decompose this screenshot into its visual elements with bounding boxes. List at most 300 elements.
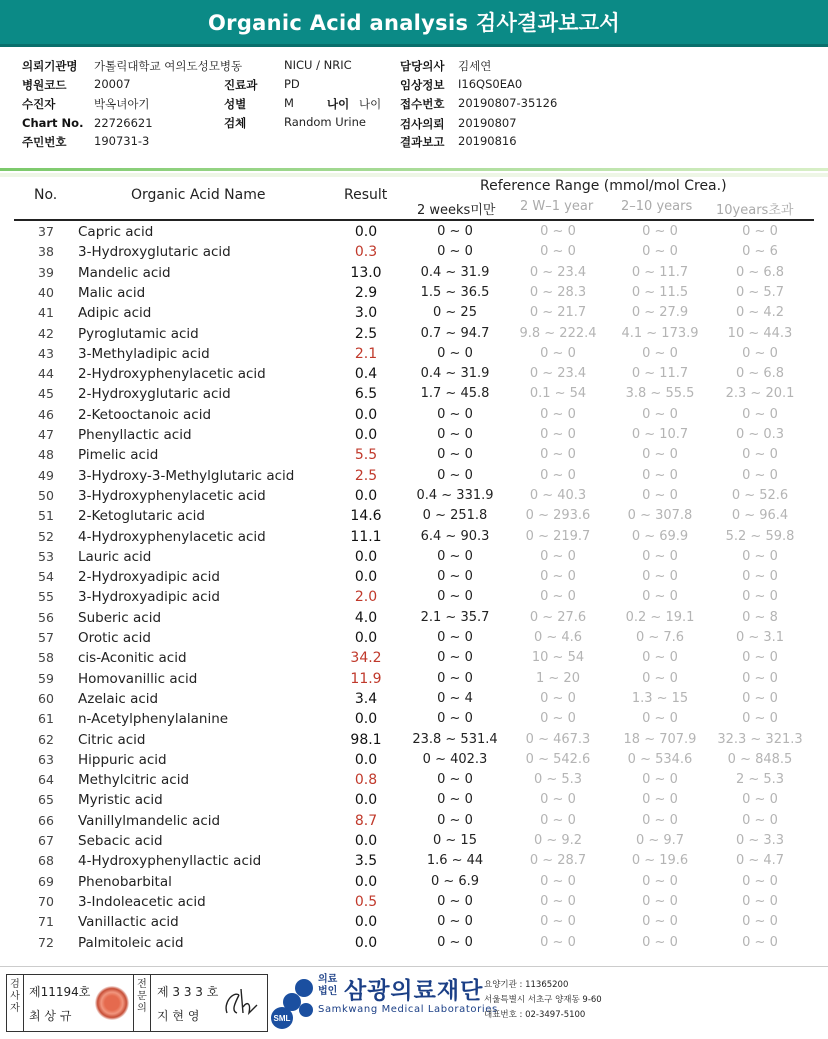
acid-name: Palmitoleic acid [78, 934, 184, 951]
result-value: 98.1 [350, 731, 382, 748]
result-value: 0.0 [354, 792, 378, 809]
ref-col-2-10y: 2–10 years [621, 199, 693, 214]
ref-range-2-10y: 0 ~ 0 [642, 406, 678, 422]
org-contact [484, 978, 602, 1023]
result-value: 3.0 [354, 305, 378, 322]
ref-range-2weeks: 0 ~ 0 [437, 772, 473, 788]
ref-range-10y-plus: 2.3 ~ 20.1 [725, 386, 795, 402]
row-number: 53 [38, 548, 54, 564]
org-english-name: Samkwang Medical Laboratories [318, 1004, 498, 1015]
specimen-label: 검체 [224, 116, 247, 130]
acid-name: Lauric acid [78, 548, 152, 565]
acid-name: Homovanillic acid [78, 670, 198, 687]
ref-range-2-10y: 0 ~ 11.7 [631, 264, 689, 280]
ref-range-2-10y: 0 ~ 0 [642, 224, 678, 239]
ref-range-2w-1y: 0 ~ 0 [540, 345, 576, 361]
ref-range-10y-plus: 0 ~ 0 [742, 447, 778, 463]
section-divider [0, 168, 828, 171]
ref-range-2-10y: 0 ~ 0 [642, 487, 678, 503]
ref-range-2weeks: 0 ~ 0 [437, 670, 473, 686]
table-row [0, 486, 828, 506]
ref-range-2w-1y: 0 ~ 40.3 [529, 487, 587, 503]
result-value: 4.0 [354, 609, 378, 626]
ref-range-2w-1y: 0 ~ 0 [540, 447, 576, 463]
ref-range-2w-1y: 0 ~ 0 [540, 224, 576, 239]
row-number: 45 [38, 386, 54, 402]
ref-range-2-10y: 0 ~ 0 [642, 569, 678, 585]
ref-range-10y-plus: 10 ~ 44.3 [727, 325, 793, 341]
ref-range-10y-plus: 0 ~ 0 [742, 711, 778, 727]
result-value: 0.0 [354, 711, 378, 728]
table-row [0, 892, 828, 912]
ref-range-2-10y: 0 ~ 0 [642, 670, 678, 686]
result-value: 11.9 [350, 670, 382, 687]
inspector-seal [95, 986, 129, 1020]
ref-range-2w-1y: 0 ~ 28.3 [529, 284, 587, 300]
result-value: 0.3 [354, 244, 378, 261]
result-value: 13.0 [350, 264, 382, 281]
result-value: 0.0 [354, 224, 378, 240]
ref-range-10y-plus: 5.2 ~ 59.8 [725, 528, 795, 544]
dept-label: 진료과 [224, 78, 258, 92]
ref-range-2-10y: 0.2 ~ 19.1 [625, 609, 695, 625]
acid-name: 3-Hydroxyadipic acid [78, 589, 220, 606]
ref-range-2-10y: 0 ~ 0 [642, 934, 678, 950]
report-date-label: 결과보고 [400, 135, 445, 149]
ref-range-2w-1y: 0.1 ~ 54 [529, 386, 587, 402]
ref-range-2weeks: 0 ~ 251.8 [422, 508, 488, 524]
acid-name: 2-Ketoglutaric acid [78, 508, 205, 525]
ref-range-2weeks: 6.4 ~ 90.3 [420, 528, 490, 544]
result-value: 3.5 [354, 853, 378, 870]
row-number: 41 [38, 305, 54, 321]
acid-name: 2-Hydroxyglutaric acid [78, 386, 231, 403]
ref-range-2w-1y: 0 ~ 23.4 [529, 264, 587, 280]
acid-name: Vanillylmandelic acid [78, 812, 221, 829]
ref-range-2weeks: 1.5 ~ 36.5 [420, 284, 490, 300]
ref-range-2w-1y: 0 ~ 28.7 [529, 853, 587, 869]
signature-divider [133, 975, 134, 1031]
ref-range-2w-1y: 0 ~ 21.7 [529, 305, 587, 321]
row-number: 42 [38, 325, 54, 341]
ref-range-2w-1y: 10 ~ 54 [531, 650, 585, 666]
acid-name: Citric acid [78, 731, 146, 748]
ref-range-2w-1y: 0 ~ 0 [540, 569, 576, 585]
acid-name: 2-Ketooctanoic acid [78, 406, 212, 423]
report-title-banner [0, 0, 828, 47]
ref-range-2-10y: 0 ~ 307.8 [627, 508, 693, 524]
ref-range-10y-plus: 0 ~ 0 [742, 812, 778, 828]
ref-range-2weeks: 0 ~ 0 [437, 792, 473, 808]
result-value: 2.5 [354, 325, 378, 342]
ref-range-2w-1y: 0 ~ 219.7 [525, 528, 591, 544]
table-row [0, 242, 828, 262]
ref-range-2-10y: 0 ~ 0 [642, 548, 678, 564]
ref-range-2-10y: 0 ~ 0 [642, 467, 678, 483]
ref-range-2-10y: 0 ~ 10.7 [631, 427, 689, 442]
specialist-license: 제 3 3 3 호 [157, 985, 219, 999]
col-ref-header: Reference Range (mmol/mol Crea.) [480, 178, 727, 194]
ref-range-2weeks: 0 ~ 0 [437, 467, 473, 483]
acid-name: n-Acetylphenylalanine [78, 711, 229, 728]
acid-name: Mandelic acid [78, 264, 171, 281]
row-number: 55 [38, 589, 54, 605]
org-address: 서울특별시 서초구 양재동 9-60 [484, 995, 602, 1005]
result-value: 0.0 [354, 751, 378, 768]
ref-range-2-10y: 0 ~ 9.7 [635, 833, 685, 848]
ref-range-10y-plus: 0 ~ 0 [742, 569, 778, 585]
table-row [0, 384, 828, 404]
row-number: 54 [38, 569, 54, 585]
row-number: 65 [38, 792, 54, 808]
acid-name: Adipic acid [78, 305, 152, 322]
ref-range-2-10y: 0 ~ 7.6 [635, 630, 685, 645]
table-row [0, 608, 828, 628]
footer-rule [0, 966, 828, 967]
ref-range-2weeks: 0 ~ 0 [437, 447, 473, 463]
ref-range-10y-plus: 2 ~ 5.3 [735, 772, 785, 788]
ref-range-2-10y: 0 ~ 19.6 [631, 853, 689, 869]
ref-range-2w-1y: 0 ~ 23.4 [529, 366, 587, 382]
acid-name: Capric acid [78, 224, 154, 240]
ref-range-2w-1y: 0 ~ 0 [540, 589, 576, 605]
chart-no-label: Chart No. [22, 116, 84, 130]
result-value: 0.5 [354, 893, 378, 910]
dept-value: PD [284, 77, 300, 91]
row-number: 57 [38, 630, 54, 645]
result-value: 0.0 [354, 914, 378, 931]
row-number: 62 [38, 731, 54, 747]
institution-value: 가톨릭대학교 여의도성모병동 [94, 59, 243, 73]
acid-name: Malic acid [78, 284, 146, 301]
ref-range-2-10y: 0 ~ 0 [642, 650, 678, 666]
ref-range-10y-plus: 0 ~ 8 [742, 609, 778, 625]
acid-name: 3-Hydroxyglutaric acid [78, 244, 231, 261]
ref-range-10y-plus: 0 ~ 0 [742, 914, 778, 930]
ref-range-2w-1y: 0 ~ 4.6 [533, 630, 583, 645]
ref-range-2weeks: 0 ~ 0 [437, 589, 473, 605]
ref-range-2-10y: 0 ~ 11.5 [631, 284, 689, 300]
ref-range-10y-plus: 0 ~ 0 [742, 224, 778, 239]
ref-range-10y-plus: 0 ~ 0 [742, 690, 778, 706]
result-value: 2.9 [354, 284, 378, 301]
signature-divider [23, 975, 24, 1031]
ref-range-10y-plus: 0 ~ 6 [742, 244, 778, 260]
ref-range-2w-1y: 0 ~ 0 [540, 873, 576, 889]
hospital-code-label: 병원코드 [22, 78, 67, 92]
ref-range-10y-plus: 0 ~ 0 [742, 670, 778, 686]
ref-range-2weeks: 0 ~ 0 [437, 914, 473, 930]
acid-name: 3-Hydroxyphenylacetic acid [78, 487, 266, 504]
ref-range-2weeks: 0.4 ~ 331.9 [416, 487, 494, 503]
specimen-value: Random Urine [284, 115, 366, 129]
acid-name: Pimelic acid [78, 447, 159, 464]
ref-range-10y-plus: 0 ~ 0 [742, 548, 778, 564]
result-value: 2.0 [354, 589, 378, 606]
row-number: 61 [38, 711, 54, 727]
ref-range-2-10y: 4.1 ~ 173.9 [621, 325, 699, 341]
report-title: Organic Acid analysis 검사결과보고서 [208, 11, 620, 35]
table-row [0, 425, 828, 445]
ref-range-2weeks: 2.1 ~ 35.7 [420, 609, 490, 625]
ref-range-10y-plus: 0 ~ 0 [742, 792, 778, 808]
result-value: 0.0 [354, 833, 378, 849]
doctor-value: 김세연 [458, 59, 492, 73]
table-row [0, 790, 828, 810]
report-footer [0, 966, 828, 1039]
inspector-name: 최 상 규 [29, 1009, 72, 1023]
patient-info-panel [22, 54, 822, 154]
ref-range-2-10y: 0 ~ 0 [642, 772, 678, 788]
ref-range-10y-plus: 0 ~ 0 [742, 934, 778, 950]
ref-range-10y-plus: 32.3 ~ 321.3 [717, 731, 803, 747]
acid-name: Suberic acid [78, 609, 162, 626]
ref-range-2weeks: 0 ~ 0 [437, 711, 473, 727]
row-number: 67 [38, 833, 54, 848]
row-number: 60 [38, 690, 54, 706]
org-code: 요양기관 : 11365200 [484, 980, 569, 990]
table-row [0, 689, 828, 709]
patient-value: 박옥녀아기 [94, 97, 150, 111]
ref-range-2-10y: 0 ~ 0 [642, 711, 678, 727]
report-date-value: 20190816 [458, 134, 517, 148]
acid-name: Phenobarbital [78, 873, 172, 890]
acid-name: 4-Hydroxyphenylacetic acid [78, 528, 266, 545]
ref-range-10y-plus: 0 ~ 4.2 [735, 305, 785, 321]
ref-range-2-10y: 0 ~ 0 [642, 893, 678, 909]
acid-name: Phenyllactic acid [78, 427, 192, 443]
ref-range-2weeks: 0 ~ 0 [437, 224, 473, 239]
ref-range-10y-plus: 0 ~ 96.4 [731, 508, 789, 524]
specialist-label: 전문의 [137, 979, 147, 1014]
table-row [0, 222, 828, 242]
ref-range-2w-1y: 0 ~ 0 [540, 406, 576, 422]
ref-range-2weeks: 0 ~ 402.3 [422, 751, 488, 767]
ref-range-10y-plus: 0 ~ 0.3 [735, 427, 785, 442]
ref-range-2w-1y: 0 ~ 0 [540, 244, 576, 260]
row-number: 52 [38, 528, 54, 544]
table-row [0, 567, 828, 587]
ref-col-2w-1y: 2 W–1 year [520, 199, 594, 214]
ref-range-10y-plus: 0 ~ 0 [742, 873, 778, 889]
acid-name: 3-Hydroxy-3-Methylglutaric acid [78, 467, 295, 484]
ref-range-10y-plus: 0 ~ 0 [742, 467, 778, 483]
ref-range-2weeks: 0 ~ 0 [437, 934, 473, 950]
ref-range-2-10y: 0 ~ 11.7 [631, 366, 689, 382]
ref-range-2-10y: 18 ~ 707.9 [623, 731, 697, 747]
result-value: 0.0 [354, 487, 378, 504]
clinical-label: 임상정보 [400, 78, 445, 92]
org-prefix: 의료법인 [318, 974, 338, 997]
row-number: 70 [38, 893, 54, 909]
chart-no-value: 22726621 [94, 116, 153, 130]
ref-range-2weeks: 0 ~ 25 [433, 305, 477, 321]
table-row [0, 831, 828, 851]
table-row [0, 405, 828, 425]
org-phone: 대표번호 : 02-3497-5100 [484, 1010, 586, 1020]
table-row [0, 324, 828, 344]
ref-range-10y-plus: 0 ~ 0 [742, 589, 778, 605]
ref-range-2w-1y: 0 ~ 0 [540, 427, 576, 442]
ref-range-2weeks: 0 ~ 0 [437, 244, 473, 260]
ref-range-10y-plus: 0 ~ 0 [742, 893, 778, 909]
ref-range-2-10y: 0 ~ 69.9 [631, 528, 689, 544]
result-value: 0.8 [354, 772, 378, 789]
result-value: 0.0 [354, 406, 378, 423]
inspector-license: 제11194호 [29, 985, 91, 999]
row-number: 47 [38, 427, 54, 442]
ref-range-2w-1y: 0 ~ 0 [540, 467, 576, 483]
ref-range-2weeks: 0 ~ 0 [437, 427, 473, 442]
ref-range-2weeks: 23.8 ~ 531.4 [412, 731, 498, 747]
clinical-value: I16QS0EA0 [458, 77, 523, 91]
row-number: 39 [38, 264, 54, 280]
sex-label: 성별 [224, 97, 247, 111]
row-number: 46 [38, 406, 54, 422]
table-row [0, 506, 828, 526]
ref-range-2-10y: 3.8 ~ 55.5 [625, 386, 695, 402]
ref-range-10y-plus: 0 ~ 3.3 [735, 833, 785, 848]
ref-range-10y-plus: 0 ~ 0 [742, 345, 778, 361]
ref-range-10y-plus: 0 ~ 0 [742, 650, 778, 666]
row-number: 49 [38, 467, 54, 483]
ref-range-2w-1y: 0 ~ 27.6 [529, 609, 587, 625]
row-number: 44 [38, 366, 54, 382]
org-name: 삼광의료재단 [344, 978, 484, 1004]
ref-range-2w-1y: 0 ~ 0 [540, 548, 576, 564]
ref-range-2w-1y: 0 ~ 9.2 [533, 833, 583, 848]
row-number: 40 [38, 284, 54, 300]
specialist-name: 지 현 영 [157, 1009, 200, 1023]
result-value: 0.0 [354, 873, 378, 890]
ref-range-10y-plus: 0 ~ 848.5 [727, 751, 793, 767]
result-value: 11.1 [350, 528, 382, 545]
ref-range-2w-1y: 0 ~ 5.3 [533, 772, 583, 788]
table-row [0, 364, 828, 384]
ref-range-2weeks: 0.7 ~ 94.7 [420, 325, 490, 341]
receipt-value: 20190807-35126 [458, 96, 558, 110]
table-row [0, 466, 828, 486]
signature-box [6, 974, 268, 1032]
table-row [0, 750, 828, 770]
ref-col-10y-plus: 10years초과 [716, 203, 794, 218]
ref-range-2w-1y: 0 ~ 0 [540, 792, 576, 808]
ref-range-2weeks: 0 ~ 0 [437, 812, 473, 828]
result-value: 34.2 [350, 650, 382, 667]
ref-range-2weeks: 0 ~ 0 [437, 569, 473, 585]
ref-range-2weeks: 0 ~ 0 [437, 345, 473, 361]
col-name-header: Organic Acid Name [131, 187, 266, 203]
row-number: 56 [38, 609, 54, 625]
ref-range-2w-1y: 0 ~ 0 [540, 914, 576, 930]
result-value: 5.5 [354, 447, 378, 464]
row-number: 59 [38, 670, 54, 686]
id-label: 주민번호 [22, 135, 67, 149]
section-divider-shade [0, 173, 828, 177]
acid-name: Myristic acid [78, 792, 163, 809]
row-number: 64 [38, 772, 54, 788]
ref-range-10y-plus: 0 ~ 5.7 [735, 284, 785, 300]
col-no-header: No. [34, 187, 58, 203]
table-row [0, 587, 828, 607]
row-number: 50 [38, 487, 54, 503]
result-value: 0.0 [354, 630, 378, 646]
row-number: 51 [38, 508, 54, 524]
ref-range-2-10y: 0 ~ 534.6 [627, 751, 693, 767]
ward-value: NICU / NRIC [284, 58, 352, 72]
ref-col-2weeks: 2 weeks미만 [417, 203, 496, 218]
row-number: 72 [38, 934, 54, 950]
request-value: 20190807 [458, 116, 517, 130]
ref-range-10y-plus: 0 ~ 4.7 [735, 853, 785, 869]
acid-name: Vanillactic acid [78, 914, 179, 931]
ref-range-2weeks: 0.4 ~ 31.9 [420, 264, 490, 280]
ref-range-2-10y: 0 ~ 0 [642, 589, 678, 605]
table-row [0, 445, 828, 465]
inspector-label: 검사자 [10, 979, 20, 1014]
table-row [0, 912, 828, 932]
logo-text: SML [273, 1014, 291, 1023]
table-row [0, 851, 828, 871]
table-row [0, 344, 828, 364]
hospital-code-value: 20007 [94, 77, 131, 91]
result-value: 14.6 [350, 508, 382, 525]
acid-name: 3-Methyladipic acid [78, 345, 210, 362]
ref-range-2-10y: 0 ~ 0 [642, 812, 678, 828]
result-value: 8.7 [354, 812, 378, 829]
row-number: 38 [38, 244, 54, 260]
acid-name: Sebacic acid [78, 833, 163, 849]
result-value: 0.4 [354, 366, 378, 383]
result-value: 3.4 [354, 690, 378, 707]
row-number: 71 [38, 914, 54, 930]
ref-range-2w-1y: 1 ~ 20 [536, 670, 580, 686]
sex-value: M [284, 96, 294, 110]
acid-name: 3-Indoleacetic acid [78, 893, 206, 910]
ref-range-2-10y: 0 ~ 0 [642, 792, 678, 808]
result-value: 2.1 [354, 345, 378, 362]
acid-name: 2-Hydroxyphenylacetic acid [78, 366, 266, 383]
ref-range-2w-1y: 0 ~ 0 [540, 711, 576, 727]
ref-range-2weeks: 0 ~ 0 [437, 548, 473, 564]
ref-range-2-10y: 0 ~ 0 [642, 914, 678, 930]
row-number: 48 [38, 447, 54, 463]
ref-range-2-10y: 0 ~ 0 [642, 447, 678, 463]
table-row [0, 628, 828, 648]
result-value: 0.0 [354, 934, 378, 951]
patient-label: 수진자 [22, 97, 56, 111]
row-number: 37 [38, 224, 54, 239]
signature-divider [150, 975, 151, 1031]
table-row [0, 669, 828, 689]
result-value: 0.0 [354, 548, 378, 565]
ref-range-10y-plus: 0 ~ 6.8 [735, 264, 785, 280]
table-row [0, 770, 828, 790]
ref-range-2w-1y: 9.8 ~ 222.4 [519, 325, 597, 341]
ref-range-10y-plus: 0 ~ 3.1 [735, 630, 785, 645]
ref-range-2w-1y: 0 ~ 293.6 [525, 508, 591, 524]
ref-range-2-10y: 1.3 ~ 15 [631, 690, 689, 706]
row-number: 69 [38, 873, 54, 889]
ref-range-2weeks: 1.7 ~ 45.8 [420, 386, 490, 402]
ref-range-2weeks: 0 ~ 0 [437, 650, 473, 666]
row-number: 66 [38, 812, 54, 828]
result-value: 6.5 [354, 386, 378, 403]
ref-range-2w-1y: 0 ~ 0 [540, 690, 576, 706]
ref-range-10y-plus: 0 ~ 0 [742, 406, 778, 422]
ref-range-2w-1y: 0 ~ 467.3 [525, 731, 591, 747]
ref-range-2w-1y: 0 ~ 0 [540, 934, 576, 950]
